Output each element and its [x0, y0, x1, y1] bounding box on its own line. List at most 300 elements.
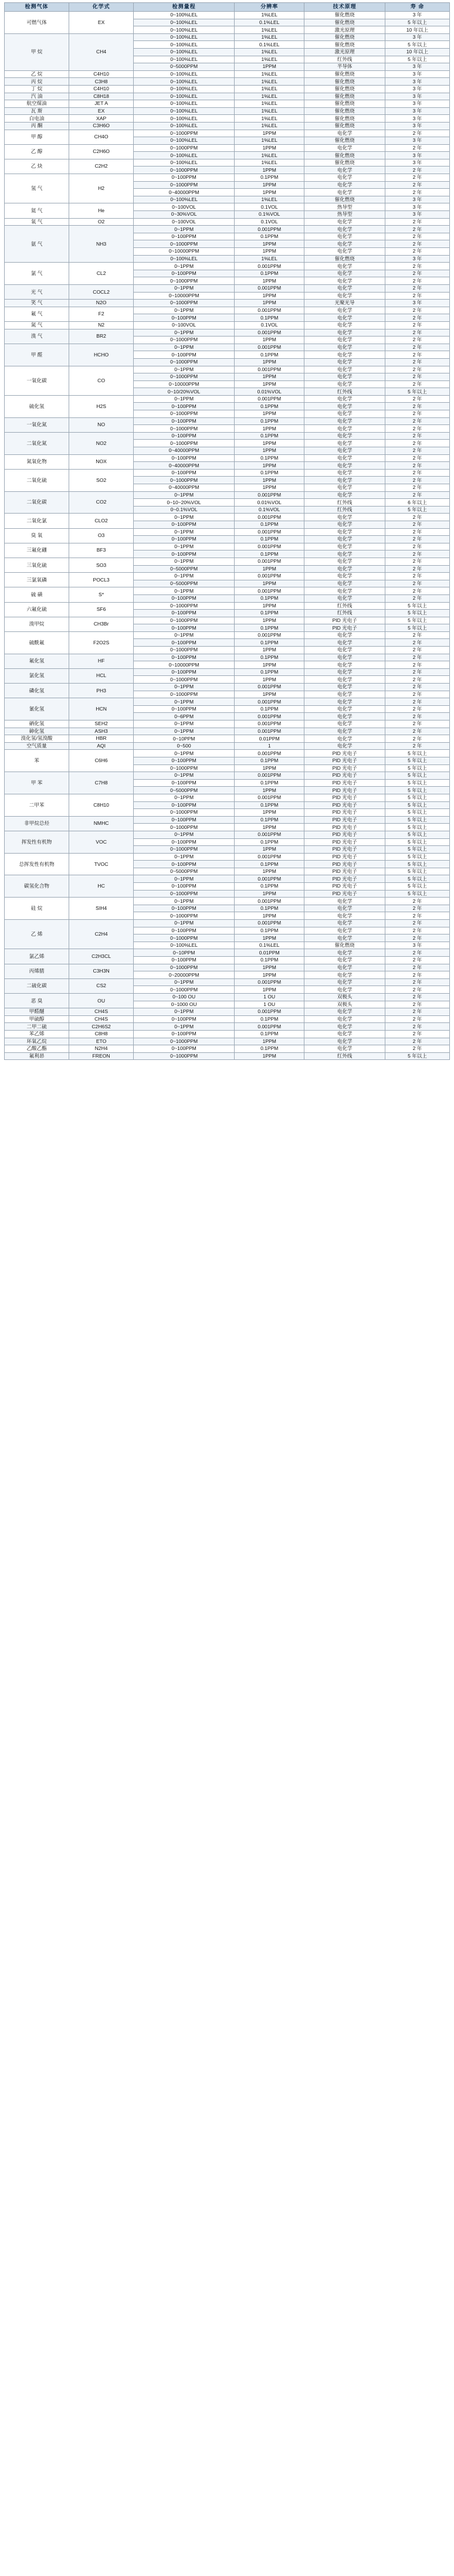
- lifetime-cell: 2 年: [385, 484, 449, 492]
- resolution-cell: 0.001PPM: [235, 307, 304, 314]
- resolution-cell: 0.1PPM: [235, 417, 304, 425]
- lifetime-cell: 2 年: [385, 1008, 449, 1016]
- resolution-cell: 0.1PPM: [235, 779, 304, 787]
- detection-range-cell: 0~1PPM: [134, 307, 235, 314]
- technology-cell: 电化学: [304, 189, 385, 196]
- resolution-cell: 0.1PPM: [235, 233, 304, 240]
- technology-cell: PID 光电子: [304, 831, 385, 838]
- lifetime-cell: 2 年: [385, 920, 449, 927]
- detection-range-cell: 0~100%LEL: [134, 26, 235, 34]
- technology-cell: 双极头: [304, 1001, 385, 1008]
- resolution-cell: 1%LEL: [235, 159, 304, 166]
- resolution-cell: 1PPM: [235, 691, 304, 698]
- detection-range-cell: 0~1PPM: [134, 772, 235, 780]
- chemical-formula-cell: SF6: [69, 602, 134, 617]
- lifetime-cell: 2 年: [385, 358, 449, 366]
- gas-name-cell: 磷化氢: [5, 684, 69, 698]
- lifetime-cell: 2 年: [385, 144, 449, 152]
- table-row: [5, 78, 450, 86]
- resolution-cell: 0.001PPM: [235, 514, 304, 521]
- chemical-formula-cell: CO: [69, 366, 134, 395]
- technology-cell: 电化学: [304, 528, 385, 536]
- lifetime-cell: 2 年: [385, 240, 449, 248]
- technology-cell: 催化燃烧: [304, 942, 385, 949]
- lifetime-cell: 2 年: [385, 425, 449, 433]
- resolution-cell: 0.001PPM: [235, 491, 304, 499]
- lifetime-cell: 2 年: [385, 432, 449, 440]
- technology-cell: 电化学: [304, 395, 385, 403]
- table-row: [5, 654, 450, 661]
- gas-name-cell: 氨 气: [5, 226, 69, 263]
- chemical-formula-cell: N2H4: [69, 1045, 134, 1053]
- detection-range-cell: 0~100PPM: [134, 594, 235, 602]
- technology-cell: 催化燃烧: [304, 255, 385, 263]
- chemical-formula-cell: S*: [69, 587, 134, 602]
- lifetime-cell: 3 年: [385, 203, 449, 211]
- table-row: [5, 1045, 450, 1053]
- gas-name-cell: 二氧化氯: [5, 514, 69, 528]
- gas-name-cell: 丙烯腈: [5, 964, 69, 978]
- resolution-cell: 1%LEL: [235, 100, 304, 108]
- lifetime-cell: 5 年以上: [385, 772, 449, 780]
- table-row: [5, 602, 450, 610]
- lifetime-cell: 2 年: [385, 440, 449, 447]
- chemical-formula-cell: BR2: [69, 329, 134, 344]
- detection-range-cell: 0~100PPM: [134, 314, 235, 322]
- lifetime-cell: 2 年: [385, 698, 449, 706]
- lifetime-cell: 2 年: [385, 684, 449, 691]
- technology-cell: 电化学: [304, 484, 385, 492]
- technology-cell: 催化燃烧: [304, 12, 385, 19]
- resolution-cell: 1%LEL: [235, 70, 304, 78]
- chemical-formula-cell: C6H6: [69, 750, 134, 772]
- detection-range-cell: 0~500: [134, 742, 235, 750]
- technology-cell: 电化学: [304, 1015, 385, 1023]
- resolution-cell: 0.1PPM: [235, 905, 304, 912]
- detection-range-cell: 0~1000PPM: [134, 1038, 235, 1045]
- gas-name-cell: 乙 炔: [5, 159, 69, 174]
- gas-name-cell: 甲 醛: [5, 344, 69, 366]
- gas-name-cell: 溴化氢/氢溴酸: [5, 735, 69, 743]
- lifetime-cell: 2 年: [385, 668, 449, 676]
- resolution-cell: 1PPM: [235, 1052, 304, 1060]
- technology-cell: 电化学: [304, 130, 385, 137]
- table-row: [5, 573, 450, 580]
- lifetime-cell: 2 年: [385, 395, 449, 403]
- detection-range-cell: 0~1PPM: [134, 284, 235, 292]
- lifetime-cell: 2 年: [385, 521, 449, 528]
- detection-range-cell: 0~10000PPM: [134, 661, 235, 669]
- chemical-formula-cell: C2H3CL: [69, 949, 134, 964]
- lifetime-cell: 2 年: [385, 270, 449, 277]
- detection-range-cell: 0~100PPM: [134, 469, 235, 477]
- lifetime-cell: 3 年: [385, 107, 449, 115]
- detection-range-cell: 0~100VOL: [134, 203, 235, 211]
- detection-range-cell: 0~100%LEL: [134, 56, 235, 63]
- table-row: [5, 1038, 450, 1045]
- detection-range-cell: 0~1PPM: [134, 728, 235, 735]
- lifetime-cell: 2 年: [385, 898, 449, 905]
- chemical-formula-cell: HCL: [69, 668, 134, 683]
- lifetime-cell: 2 年: [385, 373, 449, 381]
- gas-name-cell: 氮 气: [5, 321, 69, 329]
- lifetime-cell: 3 年: [385, 12, 449, 19]
- gas-name-cell: 光 气: [5, 284, 69, 299]
- lifetime-cell: 3 年: [385, 300, 449, 307]
- detection-range-cell: 0~5000PPM: [134, 580, 235, 587]
- lifetime-cell: 5 年以上: [385, 617, 449, 624]
- detection-range-cell: 0~100PPM: [134, 779, 235, 787]
- table-row: [5, 742, 450, 750]
- technology-cell: 电化学: [304, 270, 385, 277]
- table-row: [5, 543, 450, 550]
- chemical-formula-cell: C2H6S2: [69, 1023, 134, 1031]
- detection-range-cell: 0~1PPM: [134, 543, 235, 550]
- resolution-cell: 1PPM: [235, 1038, 304, 1045]
- lifetime-cell: 2 年: [385, 528, 449, 536]
- detection-range-cell: 0~100PPM: [134, 351, 235, 359]
- technology-cell: 红外线: [304, 56, 385, 63]
- chemical-formula-cell: C3H3N: [69, 964, 134, 978]
- chemical-formula-cell: HF: [69, 654, 134, 668]
- technology-cell: PID 光电子: [304, 816, 385, 824]
- technology-cell: 电化学: [304, 676, 385, 684]
- resolution-cell: 1PPM: [235, 824, 304, 831]
- technology-cell: 电化学: [304, 144, 385, 152]
- resolution-cell: 1PPM: [235, 617, 304, 624]
- table-row: [5, 329, 450, 337]
- detection-range-cell: 0~1000PPM: [134, 277, 235, 285]
- lifetime-cell: 5 年以上: [385, 794, 449, 801]
- chemical-formula-cell: CH3Br: [69, 617, 134, 631]
- table-row: [5, 528, 450, 536]
- lifetime-cell: 2 年: [385, 728, 449, 735]
- resolution-cell: 0.1PPM: [235, 351, 304, 359]
- gas-name-cell: 氟 气: [5, 307, 69, 321]
- technology-cell: 催化燃烧: [304, 85, 385, 93]
- detection-range-cell: 0~1PPM: [134, 573, 235, 580]
- resolution-cell: 0.001PPM: [235, 344, 304, 351]
- lifetime-cell: 2 年: [385, 1001, 449, 1008]
- gas-name-cell: 环氧乙烷: [5, 1038, 69, 1045]
- detection-range-cell: 0~1000PPM: [134, 691, 235, 698]
- resolution-cell: 0.1PPM: [235, 469, 304, 477]
- resolution-cell: 0.1PPM: [235, 174, 304, 182]
- lifetime-cell: 3 年: [385, 196, 449, 203]
- chemical-formula-cell: C3H6O: [69, 122, 134, 130]
- resolution-cell: 0.01PPM: [235, 949, 304, 957]
- technology-cell: 电化学: [304, 477, 385, 484]
- table-row: [5, 853, 450, 861]
- table-row: [5, 772, 450, 780]
- lifetime-cell: 2 年: [385, 292, 449, 300]
- resolution-cell: 0.001PPM: [235, 772, 304, 780]
- detection-range-cell: 0~1000PPM: [134, 130, 235, 137]
- resolution-cell: 0.1PPM: [235, 521, 304, 528]
- chemical-formula-cell: O3: [69, 528, 134, 543]
- table-row: [5, 115, 450, 123]
- resolution-cell: 1%LEL: [235, 107, 304, 115]
- resolution-cell: 1%LEL: [235, 56, 304, 63]
- lifetime-cell: 2 年: [385, 573, 449, 580]
- chemical-formula-cell: C8H18: [69, 93, 134, 100]
- resolution-cell: 1%LEL: [235, 255, 304, 263]
- resolution-cell: 1PPM: [235, 240, 304, 248]
- gas-detection-table: [4, 2, 450, 1060]
- technology-cell: PID 光电子: [304, 801, 385, 809]
- lifetime-cell: 2 年: [385, 993, 449, 1001]
- chemical-formula-cell: SEH2: [69, 721, 134, 728]
- lifetime-cell: 2 年: [385, 631, 449, 639]
- resolution-cell: 0.001PPM: [235, 898, 304, 905]
- resolution-cell: 1PPM: [235, 447, 304, 455]
- table-row: [5, 898, 450, 905]
- lifetime-cell: 2 年: [385, 166, 449, 174]
- lifetime-cell: 3 年: [385, 942, 449, 949]
- technology-cell: 电化学: [304, 986, 385, 994]
- chemical-formula-cell: FREON: [69, 1052, 134, 1060]
- gas-name-cell: 丙 烷: [5, 78, 69, 86]
- technology-cell: 电化学: [304, 691, 385, 698]
- table-row: [5, 122, 450, 130]
- gas-name-cell: 三氧化硫: [5, 558, 69, 572]
- detection-range-cell: 0~10PPM: [134, 949, 235, 957]
- chemical-formula-cell: ASH3: [69, 728, 134, 735]
- resolution-cell: 0.1PPM: [235, 757, 304, 764]
- table-row: [5, 321, 450, 329]
- table-row: [5, 218, 450, 226]
- technology-cell: 催化燃烧: [304, 159, 385, 166]
- detection-range-cell: 0~100PPM: [134, 957, 235, 964]
- resolution-cell: 1PPM: [235, 764, 304, 772]
- resolution-cell: 0.1PPM: [235, 957, 304, 964]
- technology-cell: 电化学: [304, 1023, 385, 1031]
- table-row: [5, 454, 450, 462]
- technology-cell: 电化学: [304, 705, 385, 713]
- resolution-cell: 0.1PPM: [235, 610, 304, 617]
- lifetime-cell: 2 年: [385, 661, 449, 669]
- lifetime-cell: 5 年以上: [385, 506, 449, 514]
- lifetime-cell: 2 年: [385, 949, 449, 957]
- resolution-cell: 1PPM: [235, 602, 304, 610]
- technology-cell: PID 光电子: [304, 764, 385, 772]
- lifetime-cell: 2 年: [385, 1030, 449, 1038]
- resolution-cell: 1%LEL: [235, 137, 304, 145]
- gas-name-cell: 三氟化硼: [5, 543, 69, 558]
- detection-range-cell: 0~100PPM: [134, 270, 235, 277]
- detection-range-cell: 0~10000PPM: [134, 248, 235, 256]
- technology-cell: 电化学: [304, 181, 385, 189]
- detection-range-cell: 0~1PPM: [134, 853, 235, 861]
- detection-range-cell: 0~100%LEL: [134, 33, 235, 41]
- technology-cell: 电化学: [304, 174, 385, 182]
- lifetime-cell: 5 年以上: [385, 883, 449, 891]
- detection-range-cell: 0~1PPM: [134, 831, 235, 838]
- gas-name-cell: 一氧化碳: [5, 366, 69, 395]
- gas-name-cell: 二氧化氮: [5, 432, 69, 454]
- detection-range-cell: 0~1000PPM: [134, 890, 235, 898]
- detection-range-cell: 0~1PPM: [134, 366, 235, 373]
- detection-range-cell: 0~1PPM: [134, 514, 235, 521]
- gas-name-cell: 丙 酮: [5, 122, 69, 130]
- gas-name-cell: 氮氧化物: [5, 454, 69, 469]
- table-row: [5, 1023, 450, 1031]
- detection-range-cell: 0~100PPM: [134, 1015, 235, 1023]
- technology-cell: 电化学: [304, 721, 385, 728]
- chemical-formula-cell: H2S: [69, 395, 134, 417]
- lifetime-cell: 2 年: [385, 284, 449, 292]
- lifetime-cell: 5 年以上: [385, 890, 449, 898]
- resolution-cell: 0.1PPM: [235, 883, 304, 891]
- lifetime-cell: 2 年: [385, 277, 449, 285]
- technology-cell: 催化燃烧: [304, 152, 385, 159]
- detection-range-cell: 0~1000PPM: [134, 337, 235, 344]
- chemical-formula-cell: C2H6O: [69, 144, 134, 159]
- technology-cell: 电化学: [304, 684, 385, 691]
- lifetime-cell: 2 年: [385, 410, 449, 418]
- resolution-cell: 0.001PPM: [235, 920, 304, 927]
- technology-cell: 红外线: [304, 499, 385, 507]
- table-row: [5, 300, 450, 307]
- technology-cell: PID 光电子: [304, 624, 385, 632]
- detection-range-cell: 0~1000PPM: [134, 425, 235, 433]
- detection-range-cell: 0~1PPM: [134, 226, 235, 233]
- resolution-cell: 1PPM: [235, 373, 304, 381]
- chemical-formula-cell: F2: [69, 307, 134, 321]
- resolution-cell: 0.1PPM: [235, 550, 304, 558]
- lifetime-cell: 2 年: [385, 491, 449, 499]
- detection-range-cell: 0~1000PPM: [134, 166, 235, 174]
- chemical-formula-cell: HCHO: [69, 344, 134, 366]
- gas-name-cell: 瓦 斯: [5, 107, 69, 115]
- table-row: [5, 70, 450, 78]
- lifetime-cell: 5 年以上: [385, 750, 449, 757]
- resolution-cell: 0.001PPM: [235, 631, 304, 639]
- chemical-formula-cell: CL2: [69, 263, 134, 285]
- technology-cell: 电化学: [304, 668, 385, 676]
- lifetime-cell: 2 年: [385, 380, 449, 388]
- technology-cell: 激光原理: [304, 48, 385, 56]
- technology-cell: 电化学: [304, 565, 385, 573]
- resolution-cell: 1PPM: [235, 300, 304, 307]
- lifetime-cell: 2 年: [385, 477, 449, 484]
- lifetime-cell: 3 年: [385, 115, 449, 123]
- detection-range-cell: 0~100PPM: [134, 403, 235, 410]
- resolution-cell: 1PPM: [235, 846, 304, 854]
- resolution-cell: 1PPM: [235, 248, 304, 256]
- table-row: [5, 728, 450, 735]
- detection-range-cell: 0~1000PPM: [134, 986, 235, 994]
- technology-cell: 电化学: [304, 248, 385, 256]
- lifetime-cell: 2 年: [385, 964, 449, 971]
- detection-range-cell: 0~1000PPM: [134, 410, 235, 418]
- technology-cell: PID 光电子: [304, 779, 385, 787]
- lifetime-cell: 2 年: [385, 676, 449, 684]
- gas-name-cell: 航空煤油: [5, 100, 69, 108]
- resolution-cell: 0.001PPM: [235, 853, 304, 861]
- table-row: [5, 978, 450, 986]
- technology-cell: 电化学: [304, 226, 385, 233]
- gas-name-cell: 甲醛醚: [5, 1008, 69, 1016]
- detection-range-cell: 0~1000PPM: [134, 440, 235, 447]
- resolution-cell: 0.001PPM: [235, 978, 304, 986]
- lifetime-cell: 2 年: [385, 647, 449, 654]
- detection-range-cell: 0~6PPM: [134, 713, 235, 721]
- lifetime-cell: 2 年: [385, 639, 449, 647]
- lifetime-cell: 5 年以上: [385, 764, 449, 772]
- resolution-cell: 0.001PPM: [235, 794, 304, 801]
- technology-cell: 电化学: [304, 898, 385, 905]
- technology-cell: PID 光电子: [304, 824, 385, 831]
- table-row: [5, 631, 450, 639]
- resolution-cell: 0.1%LEL: [235, 942, 304, 949]
- gas-name-cell: 非甲烷总烃: [5, 816, 69, 831]
- gas-name-cell: 硫化氢: [5, 395, 69, 417]
- detection-range-cell: 0~100PPM: [134, 757, 235, 764]
- lifetime-cell: 5 年以上: [385, 831, 449, 838]
- lifetime-cell: 2 年: [385, 233, 449, 240]
- detection-range-cell: 0~100PPM: [134, 624, 235, 632]
- resolution-cell: 1%LEL: [235, 85, 304, 93]
- detection-range-cell: 0~100PPM: [134, 174, 235, 182]
- gas-name-cell: 汽 油: [5, 93, 69, 100]
- resolution-cell: 0.1PPM: [235, 927, 304, 934]
- lifetime-cell: 6 年以上: [385, 499, 449, 507]
- detection-range-cell: 0~1PPM: [134, 329, 235, 337]
- resolution-cell: 1PPM: [235, 292, 304, 300]
- chemical-formula-cell: F2O2S: [69, 631, 134, 654]
- chemical-formula-cell: HC: [69, 875, 134, 898]
- resolution-cell: 1PPM: [235, 890, 304, 898]
- gas-name-cell: 一氧化氮: [5, 417, 69, 432]
- detection-range-cell: 0~1PPM: [134, 1008, 235, 1016]
- resolution-cell: 1PPM: [235, 181, 304, 189]
- technology-cell: 电化学: [304, 307, 385, 314]
- technology-cell: PID 光电子: [304, 846, 385, 854]
- chemical-formula-cell: NOX: [69, 454, 134, 469]
- lifetime-cell: 2 年: [385, 417, 449, 425]
- detection-range-cell: 0~40000PPM: [134, 484, 235, 492]
- lifetime-cell: 5 年以上: [385, 19, 449, 26]
- table-row: [5, 395, 450, 403]
- detection-range-cell: 0~10PPM: [134, 735, 235, 743]
- resolution-cell: 0.001PPM: [235, 698, 304, 706]
- resolution-cell: 0.001PPM: [235, 329, 304, 337]
- technology-cell: 电化学: [304, 580, 385, 587]
- technology-cell: 半导体: [304, 63, 385, 71]
- chemical-formula-cell: CH4S: [69, 1015, 134, 1023]
- resolution-cell: 1PPM: [235, 986, 304, 994]
- gas-name-cell: 甲 苯: [5, 772, 69, 794]
- table-row: [5, 949, 450, 957]
- chemical-formula-cell: O2: [69, 218, 134, 226]
- detection-range-cell: 0~100%LEL: [134, 122, 235, 130]
- detection-range-cell: 0~100PPM: [134, 550, 235, 558]
- technology-cell: 电化学: [304, 469, 385, 477]
- resolution-cell: 0.1%LEL: [235, 19, 304, 26]
- resolution-cell: 0.01%VOL: [235, 388, 304, 396]
- technology-cell: 电化学: [304, 713, 385, 721]
- chemical-formula-cell: C3H8: [69, 78, 134, 86]
- technology-cell: 红外线: [304, 388, 385, 396]
- gas-name-cell: 氯乙烯: [5, 949, 69, 964]
- table-row: [5, 1015, 450, 1023]
- detection-range-cell: 0~1PPM: [134, 528, 235, 536]
- detection-range-cell: 0~1PPM: [134, 750, 235, 757]
- resolution-cell: 0.1PPM: [235, 594, 304, 602]
- column-header-resolution: 分辨率: [235, 3, 304, 12]
- lifetime-cell: 2 年: [385, 263, 449, 270]
